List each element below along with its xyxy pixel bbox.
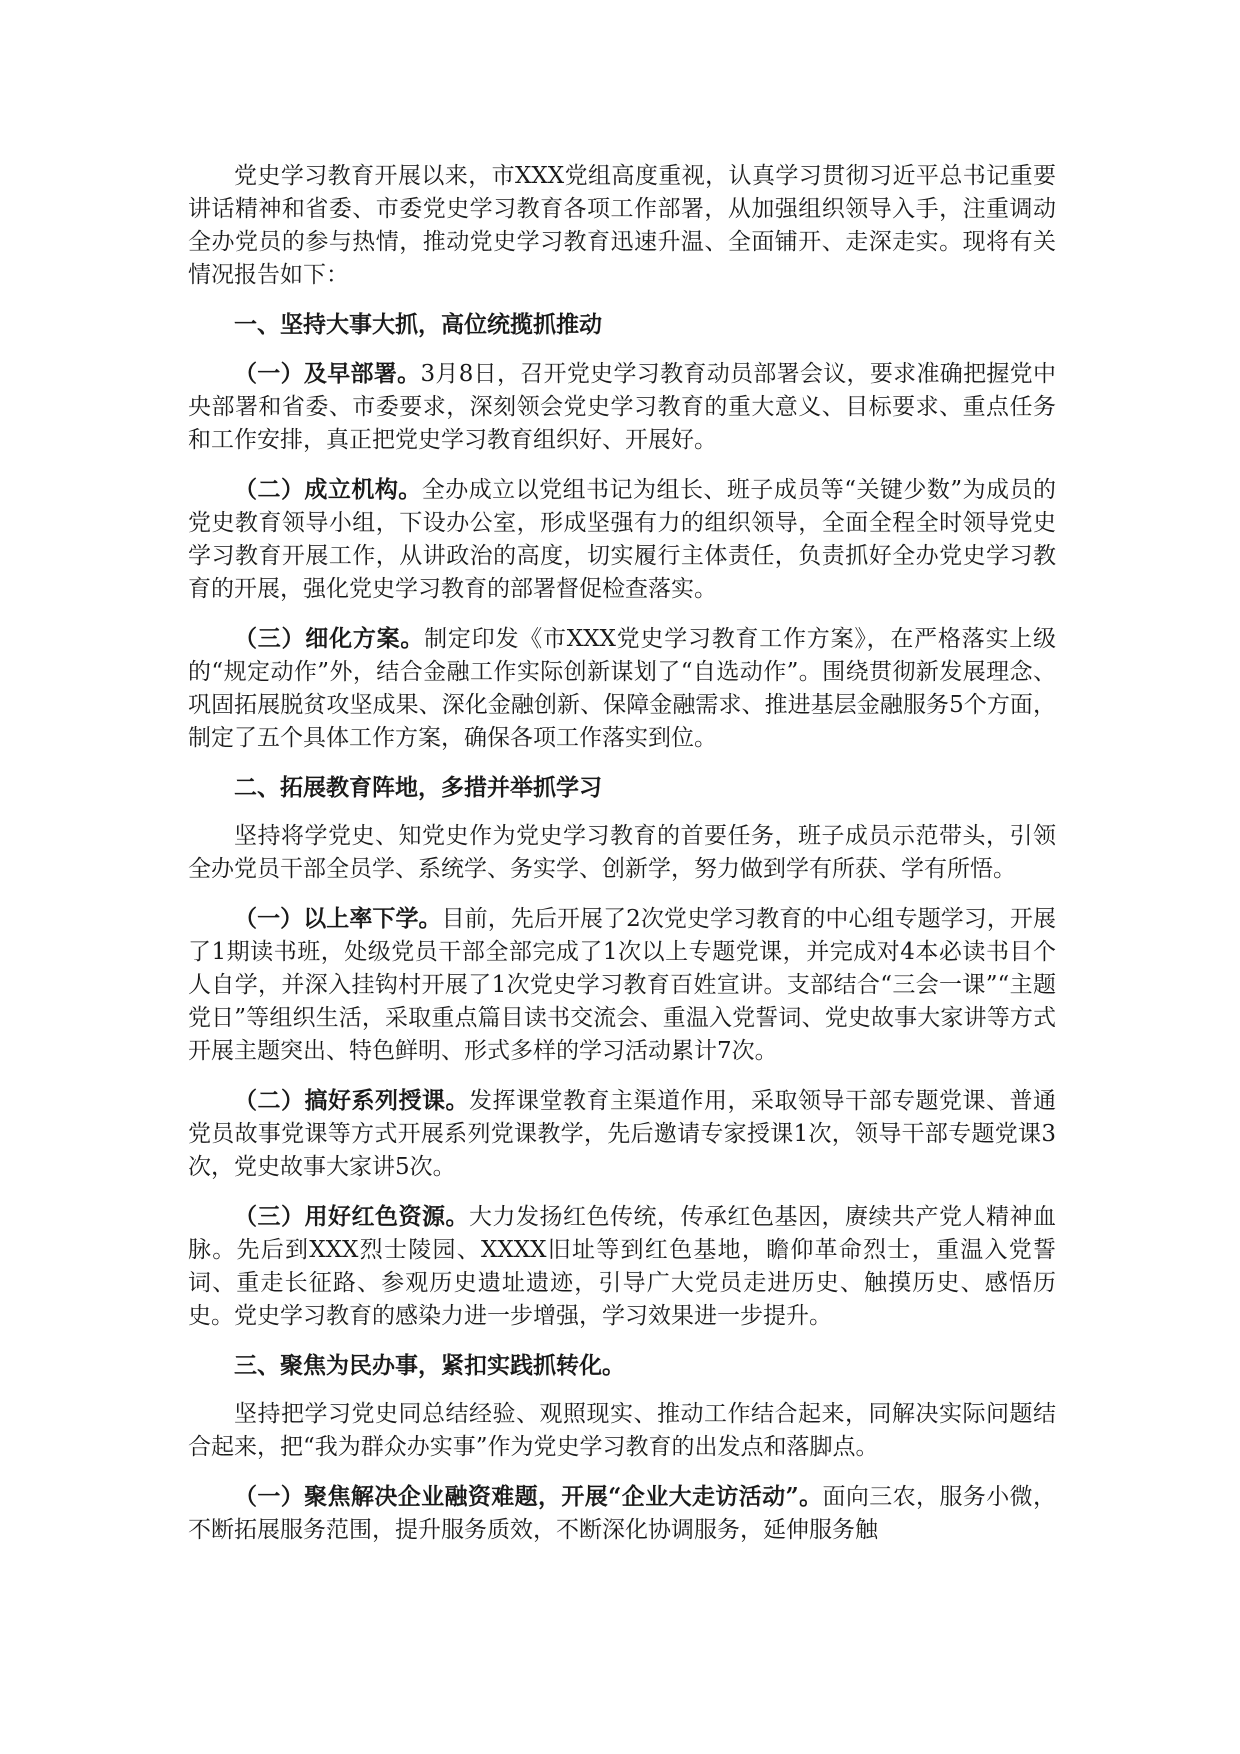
item-text: 3月8日，召开党史学习教育动员部署会议，要求准确把握党中央部署和省委、市委要求，深刻领会党史学习教育的重大意义、目标要求、重点任务和工作安排，真正把党史学习教育组织好、开展好。: [188, 361, 1056, 453]
section-2-item-2: [188, 1084, 1056, 1184]
item-text: 面向三农，服务小微，不断拓展服务范围，提升服务质效，不断深化协调服务，延伸服务触: [188, 1484, 1056, 1543]
item-lead: （一）及早部署。: [234, 360, 421, 387]
item-text: 全办成立以党组书记为组长、班子成员等“关键少数”为成员的党史教育领导小组，下设办公室，形成坚强有力的组织领导，全面全程全时领导党史学习教育开展工作，从讲政治的高度，切实履行主体责任，负责抓好全办党史学习教育的开展，强化党史学习教育的部署督促检查落实。: [188, 477, 1056, 602]
item-lead: （一）以上率下学。: [234, 905, 442, 932]
document-body: [188, 160, 1056, 1563]
intro-paragraph: 党史学习教育开展以来，市XXX党组高度重视，认真学习贯彻习近平总书记重要讲话精神和省委、市委党史学习教育各项工作部署，从加强组织领导入手，注重调动全办党员的参与热情，推动党史学习教育迅速升温、全面铺开、走深走实。现将有关情况报告如下：: [188, 163, 1056, 288]
section-3-intro: 坚持把学习党史同总结经验、观照现实、推动工作结合起来，同解决实际问题结合起来，把“我为群众办实事”作为党史学习教育的出发点和落脚点。: [188, 1401, 1056, 1460]
item-lead: （二）搞好系列授课。: [234, 1087, 469, 1114]
item-text: 大力发扬红色传统，传承红色基因，赓续共产党人精神血脉。先后到XXX烈士陵园、XXXX旧址等到红色基地，瞻仰革命烈士，重温入党誓词、重走长征路、参观历史遗址遗迹，引导广大党员走进历史、触摸历史、感悟历史。党史学习教育的感染力进一步增强，学习效果进一步提升。: [188, 1204, 1056, 1329]
section-2-item-1: [188, 902, 1056, 1068]
section-2-item-3: [188, 1200, 1056, 1333]
section-1-item-1: [188, 357, 1056, 457]
item-text: 目前，先后开展了2次党史学习教育的中心组专题学习，开展了1期读书班，处级党员干部全部完成了1次以上专题党课，并完成对4本必读书目个人自学，并深入挂钩村开展了1次党史学习教育百姓宣讲。支部结合“三会一课”“主题党日”等组织生活，采取重点篇目读书交流会、重温入党誓词、党史故事大家讲等方式开展主题突出、特色鲜明、形式多样的学习活动累计7次。: [188, 906, 1056, 1064]
section-2-intro: 坚持将学党史、知党史作为党史学习教育的首要任务，班子成员示范带头，引领全办党员干部全员学、系统学、务实学、创新学，努力做到学有所获、学有所悟。: [188, 823, 1056, 882]
section-1-item-2: [188, 473, 1056, 606]
item-lead: （二）成立机构。: [234, 476, 422, 503]
item-lead: （一）聚焦解决企业融资难题，开展“企业大走访活动”。: [234, 1483, 823, 1510]
section-3-item-1: [188, 1480, 1056, 1547]
item-text: 制定印发《市XXX党史学习教育工作方案》，在严格落实上级的“规定动作”外，结合金融工作实际创新谋划了“自选动作”。围绕贯彻新发展理念、巩固拓展脱贫攻坚成果、深化金融创新、保障金融需求、推进基层金融服务5个方面，制定了五个具体工作方案，确保各项工作落实到位。: [188, 626, 1057, 751]
section-2-heading: 二、拓展教育阵地，多措并举抓学习: [234, 774, 602, 801]
item-lead: （三）细化方案。: [234, 625, 425, 652]
section-3-heading: 三、聚焦为民办事，紧扣实践抓转化。: [234, 1352, 625, 1379]
item-lead: （三）用好红色资源。: [234, 1203, 469, 1230]
item-text: 发挥课堂教育主渠道作用，采取领导干部专题党课、普通党员故事党课等方式开展系列党课教学，先后邀请专家授课1次，领导干部专题党课3次，党史故事大家讲5次。: [188, 1088, 1056, 1180]
section-1-item-3: [188, 622, 1056, 755]
section-1-heading: 一、坚持大事大抓，高位统揽抓推动: [234, 311, 602, 338]
